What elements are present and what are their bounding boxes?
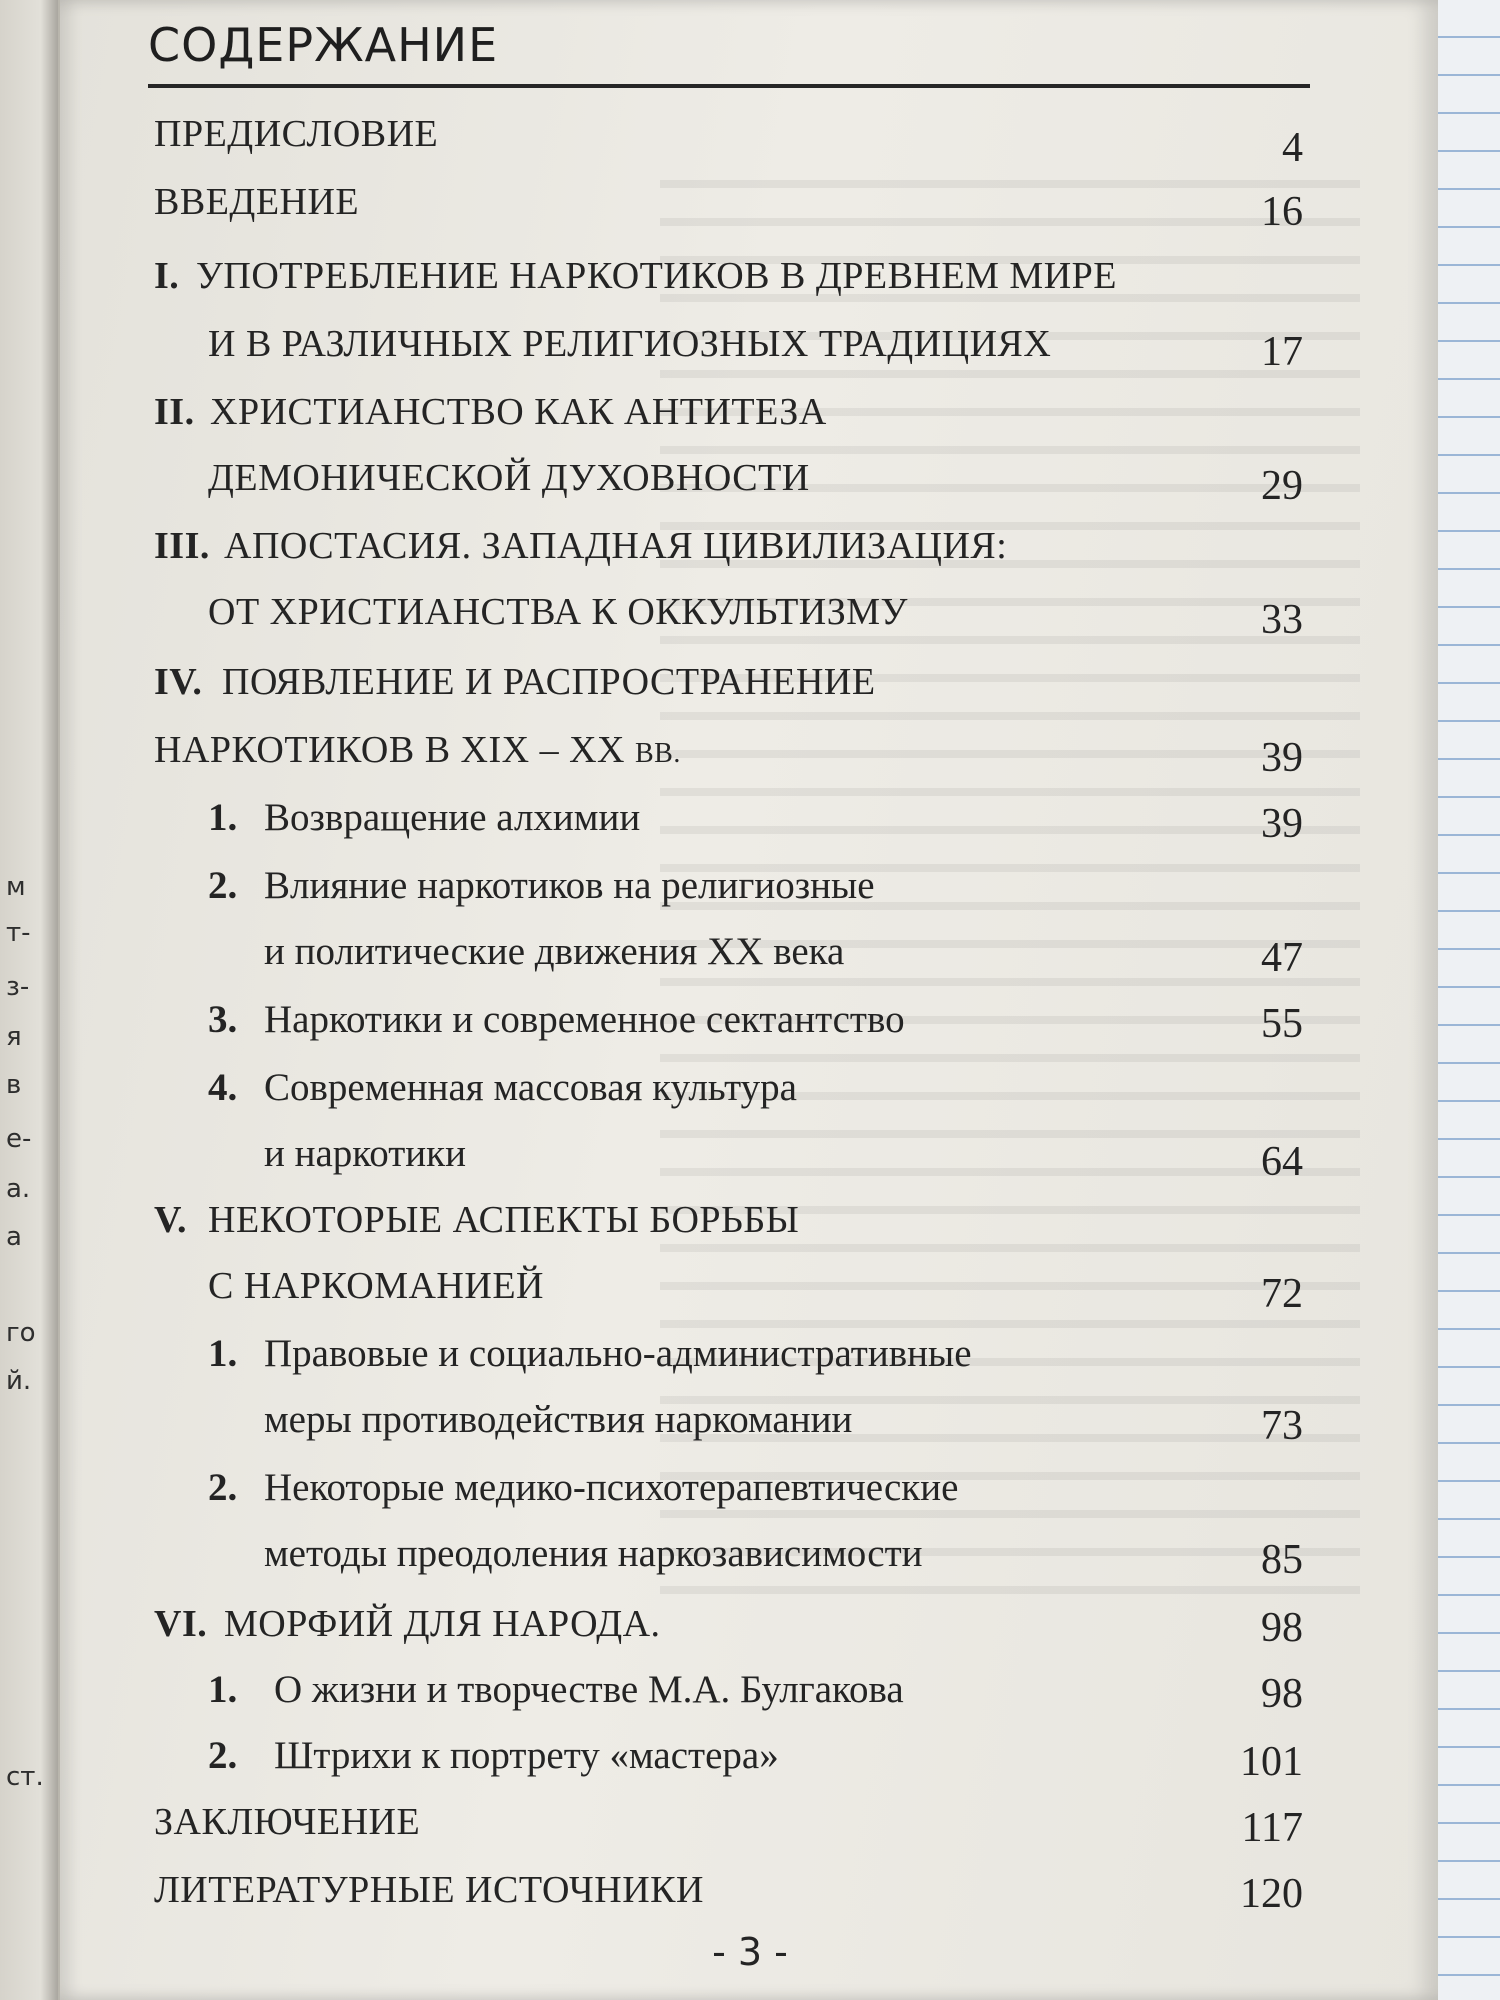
toc-section-5-2-cont[interactable] — [0, 1524, 1500, 1584]
left-page-fragment: го — [6, 1318, 36, 1348]
toc-entry-vvedenie[interactable] — [0, 172, 1500, 235]
toc-page-number: 98 — [1261, 1605, 1303, 1651]
toc-chapter-6[interactable] — [0, 1594, 1500, 1654]
header-divider — [148, 84, 1310, 88]
toc-page-number: 29 — [1261, 463, 1303, 509]
left-page-fragment: в — [6, 1070, 22, 1100]
toc-title: УПОТРЕБЛЕНИЕ НАРКОТИКОВ В ДРЕВНЕМ МИРЕ — [196, 255, 1117, 297]
toc-title: и наркотики — [264, 1132, 466, 1175]
section-number: 2. — [208, 1466, 238, 1509]
section-number: 3. — [208, 998, 238, 1041]
toc-page-number: 39 — [1261, 801, 1303, 847]
toc-title: Современная массовая культура — [264, 1066, 797, 1109]
toc-page-number: 17 — [1261, 329, 1303, 375]
toc-title-main: НАРКОТИКОВ В XIX – XX — [154, 729, 625, 771]
toc-section-6-1[interactable] — [0, 1660, 1500, 1720]
toc-entry-zakluchenie[interactable] — [0, 1792, 1500, 1852]
chapter-numeral: I. — [154, 255, 180, 297]
section-number: 4. — [208, 1066, 238, 1109]
toc-section-5-2[interactable] — [0, 1458, 1500, 1518]
toc-title: меры противодействия наркомании — [264, 1398, 853, 1441]
toc-chapter-4[interactable] — [0, 652, 1500, 712]
chapter-numeral: IV. — [154, 661, 203, 703]
toc-title: АПОСТАСИЯ. ЗАПАДНАЯ ЦИВИЛИЗАЦИЯ: — [224, 525, 1008, 567]
left-page-fragment: а. — [6, 1174, 31, 1204]
toc-title: НЕКОТОРЫЕ АСПЕКТЫ БОРЬБЫ — [208, 1199, 800, 1241]
toc-page-number: 47 — [1261, 935, 1303, 981]
page-number-footer: - 3 - — [712, 1930, 788, 1974]
toc-page-number: 101 — [1240, 1739, 1303, 1785]
left-page-fragment: е- — [6, 1124, 32, 1154]
left-page-fragment: м — [6, 872, 26, 902]
left-page-fragment: ст. — [6, 1762, 44, 1792]
toc-chapter-5-cont[interactable] — [0, 1256, 1500, 1316]
toc-title: Штрихи к портрету «мастера» — [274, 1734, 779, 1777]
section-number: 2. — [208, 864, 238, 907]
toc-title: ЛИТЕРАТУРНЫЕ ИСТОЧНИКИ — [154, 1869, 704, 1911]
toc-page-number: 4 — [1282, 125, 1303, 171]
toc-title: С НАРКОМАНИЕЙ — [208, 1265, 544, 1307]
toc-page-number: 98 — [1261, 1671, 1303, 1717]
toc-page-number: 72 — [1261, 1271, 1303, 1317]
left-page-fragment: з- — [6, 972, 30, 1002]
chapter-numeral: II. — [154, 391, 195, 433]
section-number: 1. — [208, 1332, 238, 1375]
toc-title: ЗАКЛЮЧЕНИЕ — [154, 1801, 421, 1843]
page-title: СОДЕРЖАНИЕ — [148, 18, 499, 72]
toc-section-4-2-cont[interactable] — [0, 922, 1500, 982]
toc-section-5-1-cont[interactable] — [0, 1390, 1500, 1450]
toc-title: методы преодоления наркозависимости — [264, 1532, 923, 1575]
left-page-fragment: т- — [6, 918, 31, 948]
toc-page-number: 64 — [1261, 1139, 1303, 1185]
toc-section-4-4[interactable] — [0, 1058, 1500, 1118]
toc-title: и политические движения XX века — [264, 930, 845, 973]
toc-section-4-2[interactable] — [0, 856, 1500, 916]
toc-title: И В РАЗЛИЧНЫХ РЕЛИГИОЗНЫХ ТРАДИЦИЯХ — [208, 323, 1052, 365]
toc-chapter-5[interactable] — [0, 1190, 1500, 1250]
left-page-fragment: й. — [6, 1366, 32, 1396]
toc-title: Некоторые медико-психотерапевтические — [264, 1466, 959, 1509]
toc-chapter-4-cont[interactable] — [0, 720, 1500, 780]
toc-page-number: 117 — [1241, 1805, 1303, 1851]
toc-title — [154, 720, 681, 784]
toc-section-6-2[interactable] — [0, 1726, 1500, 1786]
toc-section-5-1[interactable] — [0, 1324, 1500, 1384]
toc-title: МОРФИЙ ДЛЯ НАРОДА. — [224, 1603, 661, 1645]
toc-title: Правовые и социально-административные — [264, 1332, 972, 1375]
toc-page-number: 33 — [1261, 597, 1303, 643]
toc-chapter-3-cont[interactable] — [0, 582, 1500, 642]
section-number: 1. — [208, 796, 238, 839]
toc-page-number: 39 — [1261, 735, 1303, 781]
toc-section-4-1[interactable] — [0, 788, 1500, 848]
toc-page-number: 85 — [1261, 1537, 1303, 1583]
toc-title: О жизни и творчестве М.А. Булгакова — [274, 1668, 904, 1711]
toc-page-number: 55 — [1261, 1001, 1303, 1047]
toc-section-4-4-cont[interactable] — [0, 1124, 1500, 1184]
toc-title: Влияние наркотиков на религиозные — [264, 864, 875, 907]
toc-title: Возвращение алхимии — [264, 796, 641, 839]
toc-title: ХРИСТИАНСТВО КАК АНТИТЕЗА — [210, 391, 827, 433]
toc-title: ПОЯВЛЕНИЕ И РАСПРОСТРАНЕНИЕ — [222, 661, 876, 703]
toc-page-number: 16 — [1261, 189, 1303, 235]
toc-chapter-2[interactable] — [0, 382, 1500, 442]
chapter-numeral: III. — [154, 525, 210, 567]
left-page-fragment: а — [6, 1222, 22, 1252]
toc-title-suffix: ВВ. — [634, 738, 681, 769]
toc-chapter-1[interactable] — [0, 246, 1500, 306]
toc-chapter-2-cont[interactable] — [0, 448, 1500, 508]
chapter-numeral: VI. — [154, 1603, 208, 1645]
toc-entry-predislovie[interactable] — [0, 104, 1500, 171]
toc-chapter-1-cont[interactable] — [0, 314, 1500, 374]
chapter-numeral: V. — [154, 1199, 188, 1241]
toc-page-number: 73 — [1261, 1403, 1303, 1449]
toc-title: Наркотики и современное сектантство — [264, 998, 905, 1041]
toc-title: ПРЕДИСЛОВИЕ — [154, 113, 439, 155]
toc-title: ВВЕДЕНИЕ — [154, 181, 360, 223]
toc-title: ОТ ХРИСТИАНСТВА К ОККУЛЬТИЗМУ — [208, 591, 908, 633]
section-number: 1. — [208, 1668, 238, 1711]
toc-title: ДЕМОНИЧЕСКОЙ ДУХОВНОСТИ — [208, 457, 810, 499]
left-page-fragment: я — [6, 1022, 22, 1052]
toc-section-4-3[interactable] — [0, 990, 1500, 1050]
section-number: 2. — [208, 1734, 238, 1777]
toc-entry-literatura[interactable] — [0, 1860, 1500, 1920]
toc-page-number: 120 — [1240, 1871, 1303, 1917]
toc-chapter-3[interactable] — [0, 516, 1500, 576]
